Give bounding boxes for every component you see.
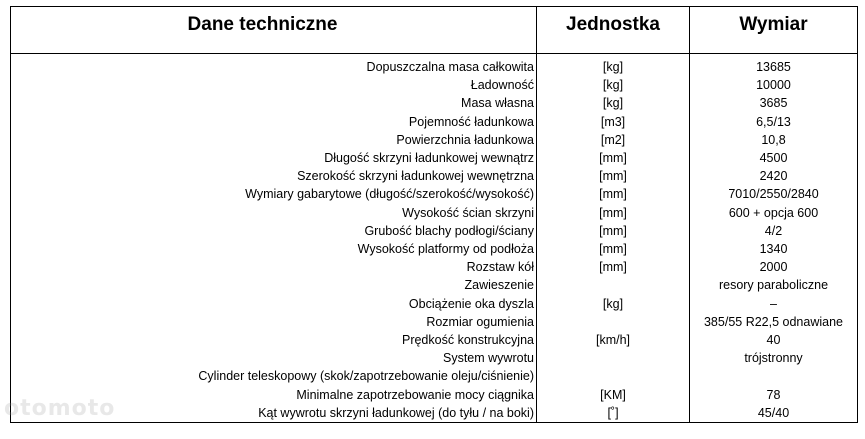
value-cell: –: [690, 295, 858, 313]
param-cell: Obciążenie oka dyszla: [11, 295, 537, 313]
unit-cell: [mm]: [537, 258, 690, 276]
table-row: [11, 167, 858, 185]
param-cell: Pojemność ładunkowa: [11, 113, 537, 131]
unit-cell: [mm]: [537, 149, 690, 167]
param-cell: Szerokość skrzyni ładunkowej wewnętrzna: [11, 167, 537, 185]
unit-cell: [537, 349, 690, 367]
table-row: [11, 54, 858, 77]
value-cell: 2420: [690, 167, 858, 185]
param-cell: Długość skrzyni ładunkowej wewnątrz: [11, 149, 537, 167]
unit-cell: [537, 367, 690, 385]
table-row: [11, 404, 858, 423]
unit-cell: [kg]: [537, 94, 690, 112]
param-cell: Ładowność: [11, 76, 537, 94]
value-cell: [690, 367, 858, 385]
param-cell: Powierzchnia ładunkowa: [11, 131, 537, 149]
value-cell: 40: [690, 331, 858, 349]
watermark: otomoto: [4, 396, 116, 421]
table-row: [11, 258, 858, 276]
unit-cell: [mm]: [537, 240, 690, 258]
value-cell: 3685: [690, 94, 858, 112]
unit-cell: [kg]: [537, 76, 690, 94]
param-cell: System wywrotu: [11, 349, 537, 367]
table-row: [11, 295, 858, 313]
unit-cell: [mm]: [537, 222, 690, 240]
table-row: [11, 113, 858, 131]
param-cell: Cylinder teleskopowy (skok/zapotrzebowanie oleju/ciśnienie): [11, 367, 537, 385]
value-cell: 10,8: [690, 131, 858, 149]
param-cell: Wysokość platformy od podłoża: [11, 240, 537, 258]
param-cell: Rozstaw kół: [11, 258, 537, 276]
unit-cell: [mm]: [537, 185, 690, 203]
param-cell: Dopuszczalna masa całkowita: [11, 54, 537, 77]
table-row: [11, 367, 858, 385]
value-cell: resory paraboliczne: [690, 276, 858, 294]
header-unit: Jednostka: [537, 7, 690, 54]
value-cell: 45/40: [690, 404, 858, 423]
value-cell: 6,5/13: [690, 113, 858, 131]
param-cell: Masa własna: [11, 94, 537, 112]
value-cell: trójstronny: [690, 349, 858, 367]
spec-body: [11, 54, 858, 423]
value-cell: 13685: [690, 54, 858, 77]
unit-cell: [kg]: [537, 295, 690, 313]
header-parameter: Dane techniczne: [11, 7, 537, 54]
param-cell: Wysokość ścian skrzyni: [11, 204, 537, 222]
value-cell: 4/2: [690, 222, 858, 240]
header-row: [11, 7, 858, 54]
value-cell: 78: [690, 386, 858, 404]
param-cell: Rozmiar ogumienia: [11, 313, 537, 331]
table-row: [11, 386, 858, 404]
technical-data-sheet: [10, 6, 857, 430]
table-row: [11, 240, 858, 258]
value-cell: 1340: [690, 240, 858, 258]
unit-cell: [mm]: [537, 167, 690, 185]
param-cell: Minimalne zapotrzebowanie mocy ciągnika: [11, 386, 537, 404]
value-cell: 10000: [690, 76, 858, 94]
param-cell: Kąt wywrotu skrzyni ładunkowej (do tyłu / na boki): [11, 404, 537, 423]
param-cell: Zawieszenie: [11, 276, 537, 294]
value-cell: 385/55 R22,5 odnawiane: [690, 313, 858, 331]
param-cell: Grubość blachy podłogi/ściany: [11, 222, 537, 240]
table-row: [11, 131, 858, 149]
unit-cell: [m2]: [537, 131, 690, 149]
unit-cell: [KM]: [537, 386, 690, 404]
table-row: [11, 76, 858, 94]
header-value: Wymiar: [690, 7, 858, 54]
table-row: [11, 149, 858, 167]
unit-cell: [˚]: [537, 404, 690, 423]
table-row: [11, 349, 858, 367]
value-cell: 2000: [690, 258, 858, 276]
param-cell: Prędkość konstrukcyjna: [11, 331, 537, 349]
unit-cell: [km/h]: [537, 331, 690, 349]
unit-cell: [537, 276, 690, 294]
table-row: [11, 313, 858, 331]
unit-cell: [mm]: [537, 204, 690, 222]
unit-cell: [537, 313, 690, 331]
table-row: [11, 331, 858, 349]
table-row: [11, 276, 858, 294]
table-row: [11, 222, 858, 240]
table-row: [11, 94, 858, 112]
table-row: [11, 204, 858, 222]
unit-cell: [m3]: [537, 113, 690, 131]
param-cell: Wymiary gabarytowe (długość/szerokość/wysokość): [11, 185, 537, 203]
table-row: [11, 185, 858, 203]
unit-cell: [kg]: [537, 54, 690, 77]
value-cell: 600 + opcja 600: [690, 204, 858, 222]
spec-table: [10, 6, 858, 423]
value-cell: 7010/2550/2840: [690, 185, 858, 203]
value-cell: 4500: [690, 149, 858, 167]
